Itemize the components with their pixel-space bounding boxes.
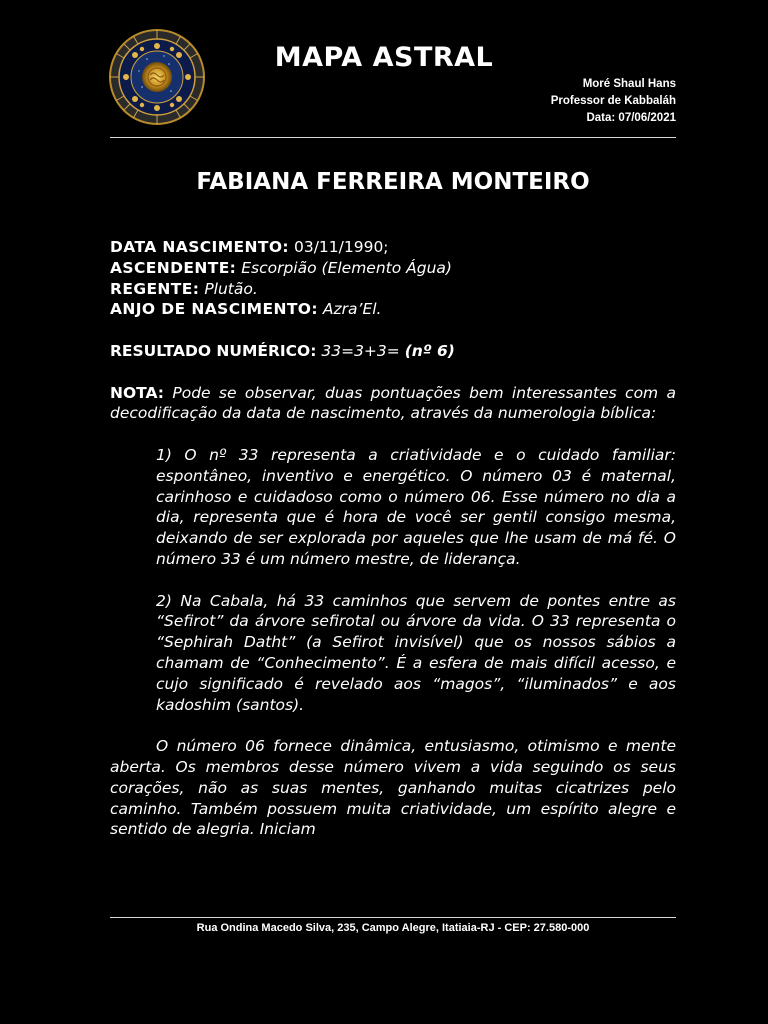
note-paragraph: NOTA: Pode se observar, duas pontuações bem interessantes com a decodificação da data de nascimento, através da numerologia bíblica: <box>110 383 676 423</box>
header-divider <box>110 137 676 138</box>
birth-date-row: DATA NASCIMENTO: 03/11/1990; <box>110 238 389 256</box>
document-date: Data: 07/06/2021 <box>586 112 676 124</box>
author-block <box>551 76 676 127</box>
author-role: Professor de Kabbaláh <box>550 95 676 107</box>
author-name: Moré Shaul Hans <box>582 78 676 90</box>
document-body <box>110 237 676 902</box>
page-title: MAPA ASTRAL <box>274 42 494 73</box>
closing-paragraph: O número 06 fornece dinâmica, entusiasmo, otimismo e mente aberta. Os membros desse número vivem a vida seguindo os seus corações, não as suas mentes, ganhando muitas cicatrizes pelo caminho. Também possuem muita criatividade, um espírito alegre e sentido de alegria. Iniciam <box>110 737 676 839</box>
zodiac-wheel-icon <box>109 29 205 125</box>
list-item: 1) O nº 33 representa a criatividade e o cuidado familiar: espontâneo, inventivo e energético. O número 03 é maternal, carinhoso e cuidadoso como o número 06. Esse número no dia a dia, representa que é hora de você ser gentil consigo mesma, deixando de ser explorada por aqueles que lhe usam de má fé. O número 33 é um número mestre, de liderança. <box>156 445 676 568</box>
angel-row: ANJO DE NASCIMENTO: Azra’El. <box>110 300 382 319</box>
client-name: FABIANA FERREIRA MONTEIRO <box>196 169 590 195</box>
ruler-row: REGENTE: Plutão. <box>110 279 258 298</box>
footer-address: Rua Ondina Macedo Silva, 235, Campo Alegre, Itatiaia-RJ - CEP: 27.580-000 <box>196 922 590 934</box>
closing-paragraph-container <box>110 736 676 902</box>
numeric-result-row: RESULTADO NUMÉRICO: 33=3+3= (nº 6) <box>110 341 455 360</box>
birth-fields <box>110 237 676 320</box>
footer-divider <box>110 917 676 918</box>
list-item: 2) Na Cabala, há 33 caminhos que servem de pontes entre as “Sefirot” da árvore sefirotal ou árvore da vida. O 33 representa o “Sephirah Datht” (a Sefirot invisível) que os nossos sábios a chamam de “Conhecimento”. É a esfera de mais difícil acesso, e cujo significado é revelado aos “magos”, “iluminados” e aos kadoshim (santos). <box>156 591 676 714</box>
ascendant-row: ASCENDENTE: Escorpião (Elemento Água) <box>110 258 452 277</box>
